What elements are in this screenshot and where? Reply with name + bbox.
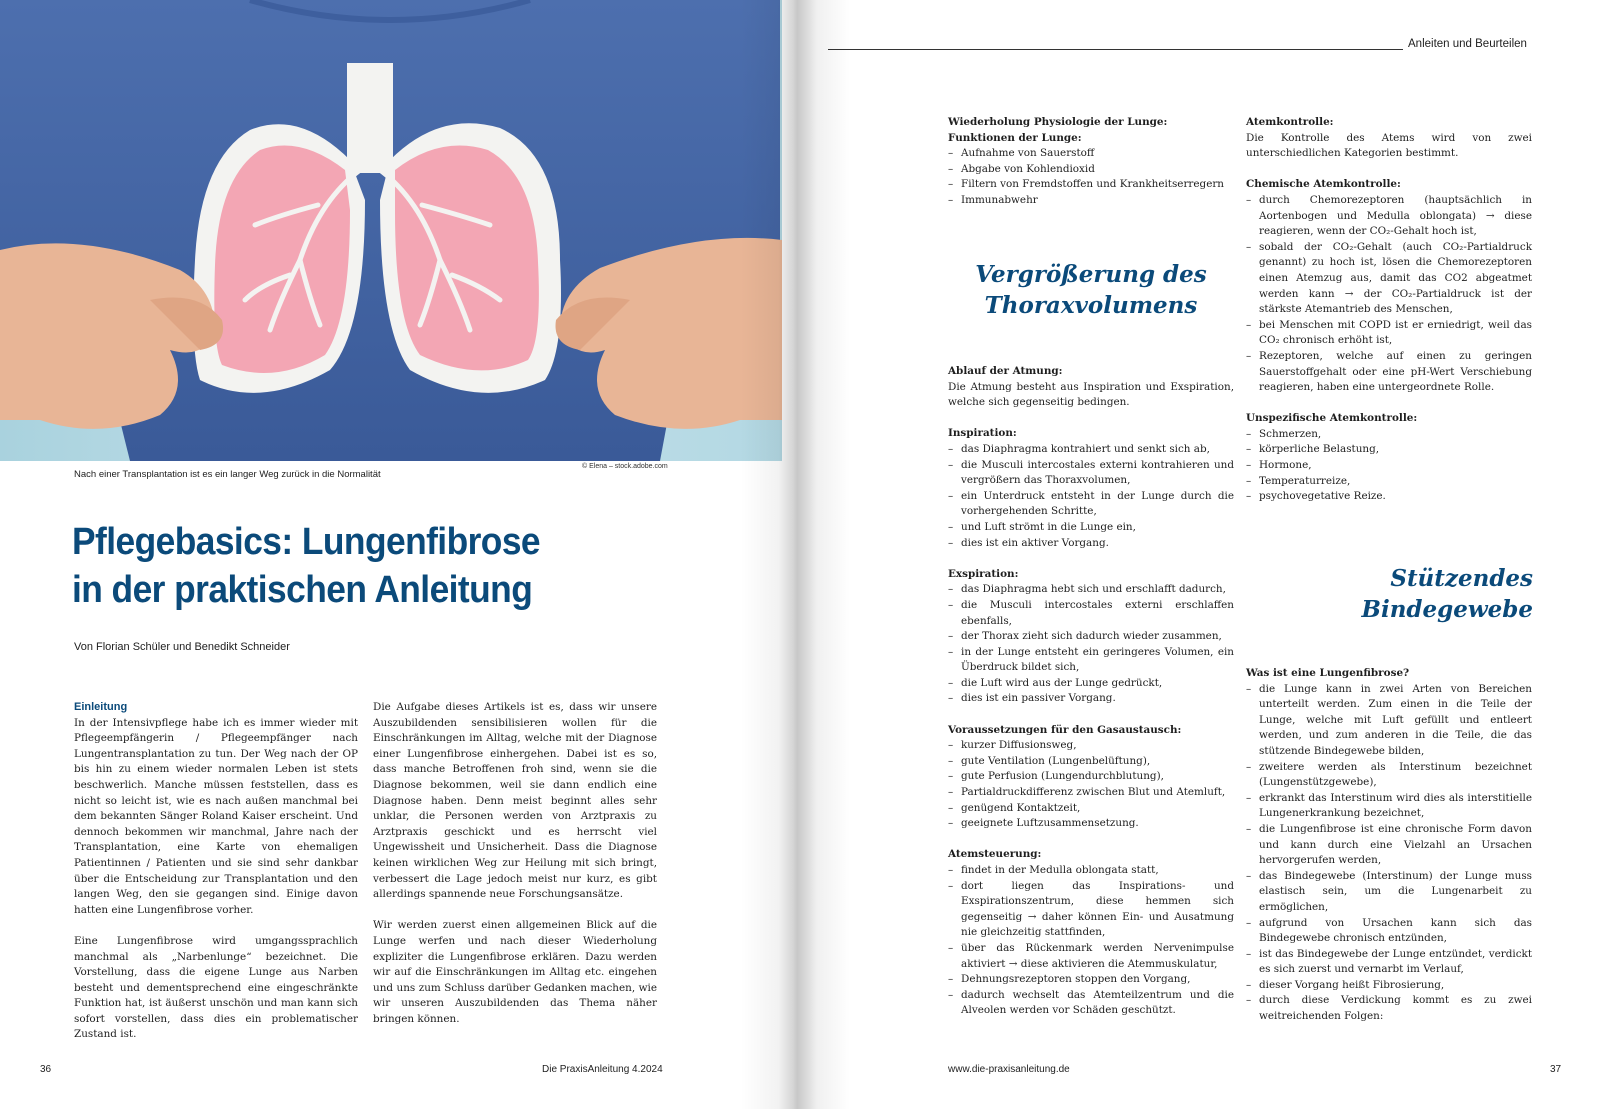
section-heading: Atemsteuerung: (948, 848, 1042, 861)
block-ablauf (948, 364, 1234, 411)
list-item: – durch Chemorezeptoren (hauptsächlich in Aortenbogen und Medulla oblongata) → diese reagieren, wenn der CO₂-Gehalt hoch ist, (1246, 193, 1532, 240)
section-heading: Chemische Atemkontrolle: (1246, 178, 1401, 191)
list-item: – Partialdruckdifferenz zwischen Blut und Atemluft, (948, 785, 1234, 801)
list-item: – Immunabwehr (948, 193, 1234, 209)
subhead-line: Vergrößerung des (975, 261, 1207, 288)
list-item: – zweitere werden als Interstinum bezeichnet (Lungenstützgewebe), (1246, 760, 1532, 791)
list-item: – genügend Kontaktzeit, (948, 801, 1234, 817)
list-item: – gute Perfusion (Lungendurchblutung), (948, 769, 1234, 785)
section-heading: Funktionen der Lunge: (948, 131, 1082, 144)
section-heading: Exspiration: (948, 567, 1019, 580)
journal-footer: Die PraxisAnleitung 4.2024 (542, 1064, 663, 1075)
list-item: – dadurch wechselt das Atemteilzentrum und die Alveolen werden vor Schäden geschützt. (948, 988, 1234, 1019)
list-item: – sobald der CO₂-Gehalt (auch CO₂-Partialdruck genannt) zu hoch ist, lösen die Chemorezeptoren einen Atemzug aus, damit das CO2 abgeatmet werden kann → der CO₂-Partialdruck ist der stärkste Atemantrieb des Menschen, (1246, 240, 1532, 318)
list-item: – Rezeptoren, welche auf einen zu geringen Sauerstoffgehalt oder eine pH-Wert Verschiebung reagieren, haben eine untergeordnete Rolle. (1246, 349, 1532, 396)
list-item: – geeignete Luftzusammensetzung. (948, 816, 1234, 832)
list-item: – findet in der Medulla oblongata statt, (948, 863, 1234, 879)
list-item: – die Lungenfibrose ist eine chronische Form davon und kann durch eine Vielzahl an Ursachen hervorgerufen werden, (1246, 822, 1532, 869)
list-item: – das Diaphragma kontrahiert und senkt sich ab, (948, 442, 1234, 458)
gasaustausch-list (948, 738, 1234, 832)
subhead-line: Bindegewebe (1361, 596, 1533, 623)
section-text: Die Atmung besteht aus Inspiration und Exspiration, welche sich gegenseitig bedingen. (948, 380, 1234, 409)
lung-functions-list (948, 146, 1234, 208)
block-atemsteuerung (948, 847, 1234, 1019)
header-rule (828, 49, 1403, 50)
list-item: – dies ist ein aktiver Vorgang. (948, 536, 1234, 552)
website-footer: www.die-praxisanleitung.de (948, 1064, 1070, 1075)
block-atemkontrolle (1246, 115, 1532, 162)
section-heading: Inspiration: (948, 427, 1017, 440)
list-item: – dieser Vorgang heißt Fibrosierung, (1246, 978, 1532, 994)
intro-column-1 (74, 700, 358, 1043)
section-text: Die Kontrolle des Atems wird von zwei unterschiedlichen Kategorien bestimmt. (1246, 131, 1532, 160)
list-item: – die Lunge kann in zwei Arten von Bereichen unterteilt werden. Zum einen in die Teile der Lunge, welche mit Luft gefüllt und entleert werden, und zum anderen in die Teile, die das stützende Bindegewebe bilden, (1246, 682, 1532, 760)
lungenfibrose-column (1246, 666, 1532, 1025)
page-number-right: 37 (1550, 1064, 1562, 1075)
block-exspiration (948, 567, 1234, 707)
list-item: – die Musculi intercostales externi erschlaffen ebenfalls, (948, 598, 1234, 629)
breathing-column (948, 364, 1234, 1019)
title-line: in der praktischen Anleitung (72, 569, 533, 611)
list-item: – über das Rückenmark werden Nervenimpulse aktiviert → diese aktivieren die Atemmuskulatur, (948, 941, 1234, 972)
unspezifische-list (1246, 427, 1532, 505)
subhead-line: Stützendes (1390, 565, 1533, 592)
section-heading: Unspezifische Atemkontrolle: (1246, 412, 1418, 425)
block-gasaustausch (948, 723, 1234, 832)
article-authors: Von Florian Schüler und Benedikt Schneider (74, 641, 290, 653)
list-item: – körperliche Belastung, (1246, 442, 1532, 458)
list-item: – ein Unterdruck entsteht in der Lunge durch die vorhergehenden Schritte, (948, 489, 1234, 520)
photo-caption: Nach einer Transplantation ist es ein langer Weg zurück in die Normalität (74, 469, 381, 480)
left-page (0, 0, 790, 1109)
list-item: – aufgrund von Ursachen kann sich das Bindegewebe chronisch entzünden, (1246, 916, 1532, 947)
atemkontrolle-column (1246, 115, 1532, 505)
list-item: – psychovegetative Reize. (1246, 489, 1532, 505)
physiology-intro (948, 115, 1234, 209)
list-item: – dort liegen das Inspirations- und Exspirationszentrum, diese hemmen sich gegenseitig → daher können Ein- und Ausatmung nie gleichzeitig stattfinden, (948, 879, 1234, 941)
block-inspiration (948, 426, 1234, 551)
intro-column-2 (373, 700, 657, 1027)
body-paragraph: In der Intensivpflege habe ich es immer wieder mit Pflegeempfängerin / Pflegeempfänger nach Lungentransplantation zu tun. Der Weg nach der OP bis hin zu einem wieder normalen Leben ist stets beschwerlich. Manche müssen feststellen, dass es nicht so leicht ist, wie es nach außen manchmal bei dem bekannten Sänger Roland Kaiser erscheint. Und dennoch bekommen wir manchmal, Jahre nach der Transplantation, eine Karte von ehemaligen Patientinnen / Patienten und sie sind sehr dankbar über die Entscheidung zur Transplantation und den langen Weg, den sie gegangen sind. Einige davon hatten eine Lungenfibrose vorher. (74, 716, 358, 916)
block-chemische-atemkontrolle (1246, 177, 1532, 395)
page-number-left: 36 (40, 1064, 52, 1075)
intro-heading: Einleitung (74, 701, 128, 713)
section-heading: Voraussetzungen für den Gasaustausch: (948, 723, 1182, 736)
section-heading: Ablauf der Atmung: (948, 365, 1063, 377)
list-item: – Aufnahme von Sauerstoff (948, 146, 1234, 162)
list-item: – in der Lunge entsteht ein geringeres Volumen, ein Überdruck bildet sich, (948, 645, 1234, 676)
article-title (72, 518, 540, 614)
body-paragraph: Die Aufgabe dieses Artikels ist es, dass wir unsere Auszubildenden sensibilisieren wollen für die Einschränkungen im Alltag, welche mit der Diagnose einer Lungenfibrose einhergehen. Dabei ist es so, dass manche Betroffenen froh sind, wenn sie die Diagnose bekommen, weil sie dann endlich eine Diagnose haben. Denn meist beginnt alles sehr unklar, die Personen werden von Arztpraxis zu Arztpraxis geschickt und es herrscht viel Ungewissheit und Unsicherheit. Dass die Diagnose keinen wirklichen Weg zur Heilung mit sich bringt, verbessert die Lage jedoch meist nur kurz, es gibt allerdings spannende neue Forschungsansätze. (373, 701, 657, 901)
exspiration-list (948, 582, 1234, 707)
subhead-bindegewebe (1246, 563, 1533, 625)
list-item: – Abgabe von Kohlendioxid (948, 162, 1234, 178)
list-item: – dies ist ein passiver Vorgang. (948, 691, 1234, 707)
lungenfibrose-list (1246, 682, 1532, 1025)
inspiration-list (948, 442, 1234, 551)
title-line: Pflegebasics: Lungenfibrose (72, 521, 541, 563)
list-item: – kurzer Diffusionsweg, (948, 738, 1234, 754)
list-item: – der Thorax zieht sich dadurch wieder zusammen, (948, 629, 1234, 645)
section-heading: Atemkontrolle: (1246, 116, 1334, 128)
list-item: – Temperaturreize, (1246, 474, 1532, 490)
list-item: – Hormone, (1246, 458, 1532, 474)
list-item: – ist das Bindegewebe der Lunge entzündet, verdickt es sich zuerst und vernarbt im Verlauf, (1246, 947, 1532, 978)
list-item: – Dehnungsrezeptoren stoppen den Vorgang, (948, 972, 1234, 988)
running-head: Anleiten und Beurteilen (1408, 38, 1527, 50)
chemische-list (1246, 193, 1532, 396)
block-unspezifische-atemkontrolle (1246, 411, 1532, 505)
list-item: – das Diaphragma hebt sich und erschlafft dadurch, (948, 582, 1234, 598)
list-item: – das Bindegewebe (Interstinum) der Lunge muss elastisch sein, um die Lungenarbeit zu ermöglichen, (1246, 869, 1532, 916)
list-item: – und Luft strömt in die Lunge ein, (948, 520, 1234, 536)
list-item: – Schmerzen, (1246, 427, 1532, 443)
section-heading: Was ist eine Lungenfibrose? (1246, 667, 1410, 679)
atemsteuerung-list (948, 863, 1234, 1019)
body-paragraph: Eine Lungenfibrose wird umgangssprachlich manchmal als „Narbenlunge“ bezeichnet. Die Vorstellung, dass die eigene Lunge aus Narben besteht und dementsprechend eine eingeschränkte Funktion hat, ist äußerst unschön und man kann sich sofort vorstellen, dass dies ein problematischer Zustand ist. (74, 934, 358, 1041)
lung-cutout-photo (0, 0, 782, 461)
list-item: – die Luft wird aus der Lunge gedrückt, (948, 676, 1234, 692)
list-item: – erkrankt das Interstinum wird dies als interstitielle Lungenerkrankung bezeichnet, (1246, 791, 1532, 822)
subhead-thoraxvolumen (948, 259, 1234, 321)
list-item: – bei Menschen mit COPD ist er erniedrigt, weil das CO₂ chronisch erhöht ist, (1246, 318, 1532, 349)
list-item: – gute Ventilation (Lungenbelüftung), (948, 754, 1234, 770)
subhead-line: Thoraxvolumens (984, 292, 1198, 319)
list-item: – die Musculi intercostales externi kontrahieren und vergrößern das Thoraxvolumen, (948, 458, 1234, 489)
body-paragraph: Wir werden zuerst einen allgemeinen Blick auf die Lunge werfen und nach dieser Wiederholung expliziter die Lungenfibrose erklären. Dazu werden wir auf die Einschränkungen im Alltag etc. eingehen und uns zum Schluss darüber Gedanken machen, wie wir unseren Auszubildenden das Thema näher bringen können. (373, 919, 657, 1025)
list-item: – durch diese Verdickung kommt es zu zwei weitreichenden Folgen: (1246, 993, 1532, 1024)
list-item: – Filtern von Fremdstoffen und Krankheitserregern (948, 177, 1234, 193)
photo-credit: © Elena – stock.adobe.com (582, 463, 668, 470)
section-heading: Wiederholung Physiologie der Lunge: (948, 116, 1168, 128)
